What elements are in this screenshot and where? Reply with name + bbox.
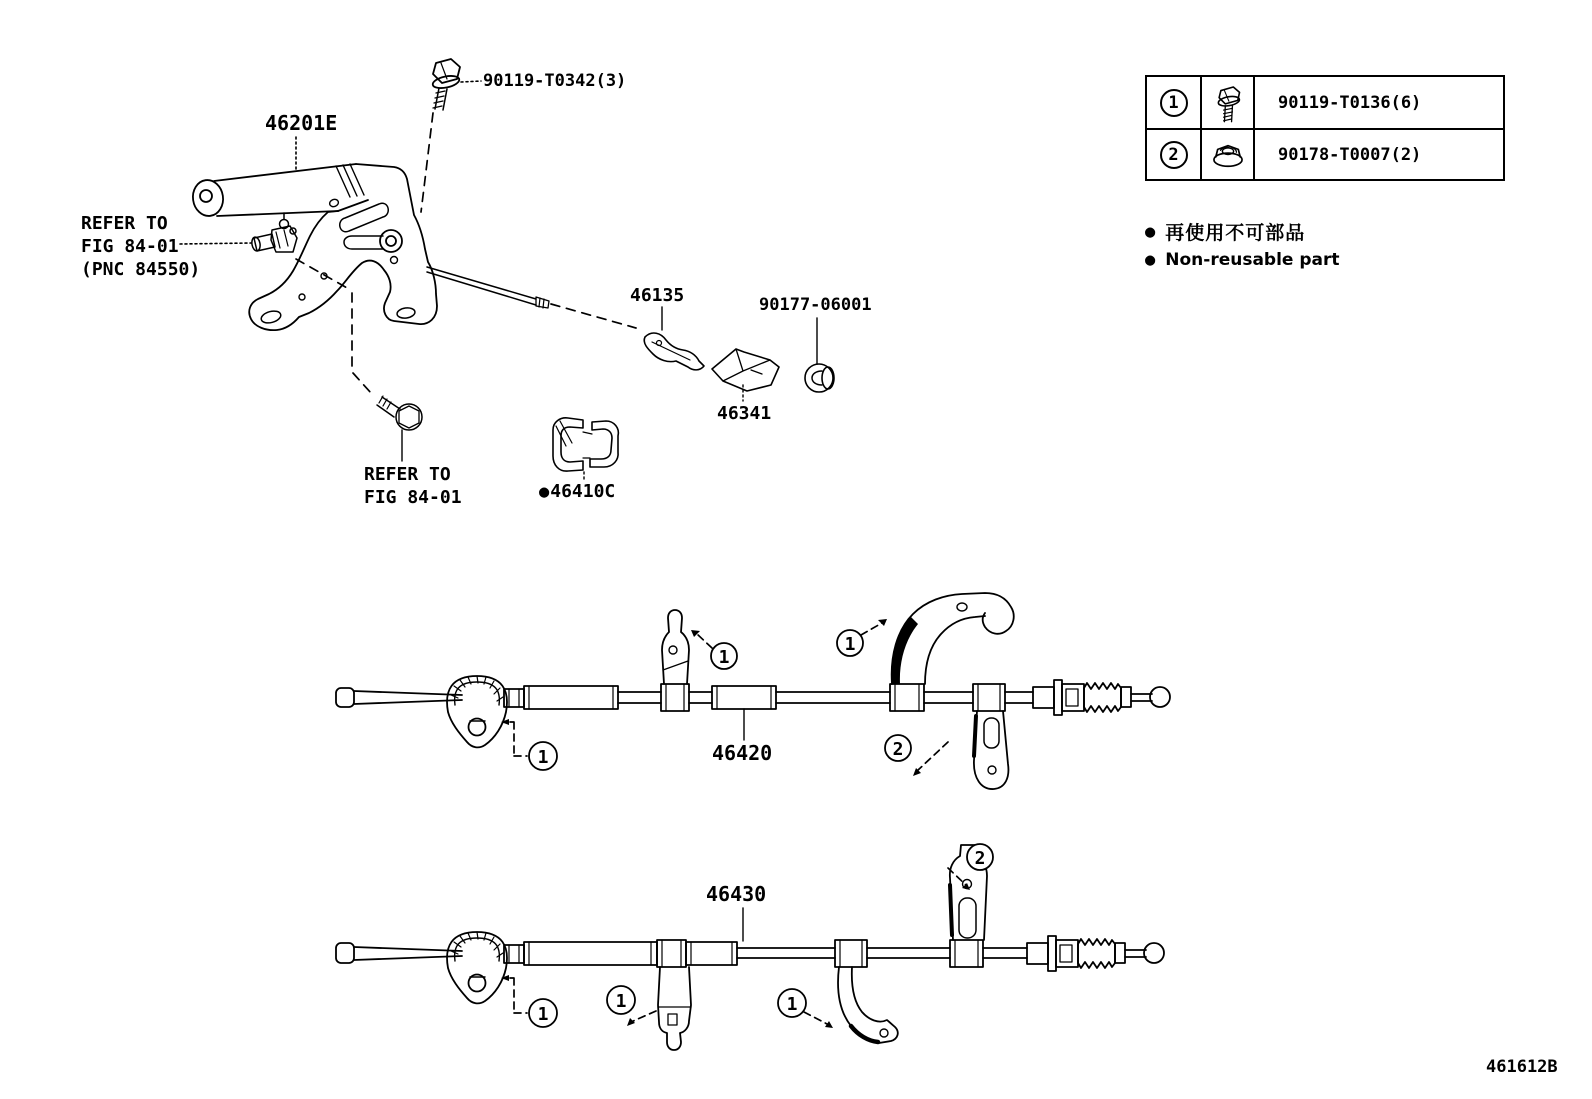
part-label-46410C-text: 46410C <box>550 481 616 502</box>
flange-bolt-icon <box>1202 77 1255 128</box>
callout-1: 1 <box>537 747 549 768</box>
flange-nut-icon <box>1202 130 1255 179</box>
legend-row-en <box>1145 250 1340 270</box>
part-label-46420: 46420 <box>712 741 773 765</box>
callout-2: 2 <box>974 848 986 869</box>
refer-note-bolt <box>364 463 462 509</box>
part-label-46201E: 46201E <box>265 111 338 135</box>
clip-46341-drawing <box>712 349 779 401</box>
cable-46430-drawing <box>336 845 1164 1050</box>
non-reusable-bullet-icon: ● <box>1145 250 1156 270</box>
legend-text-jp: 再使用不可部品 <box>1165 222 1306 244</box>
refer-note-line: REFER TO <box>81 213 168 234</box>
refer-note-line: (PNC 84550) <box>81 259 201 280</box>
flange-bolt-drawing <box>421 59 481 212</box>
non-reusable-legend <box>1145 218 1340 275</box>
callout-numbers <box>538 634 986 1025</box>
non-reusable-bullet-icon: ● <box>539 481 550 502</box>
figure-code: 461612B <box>1486 1057 1558 1077</box>
fastener-table <box>1145 75 1505 181</box>
parking-brake-lever-drawing <box>191 137 636 393</box>
callout-2-badge: 2 <box>1160 141 1188 169</box>
fastener-part-number: 90119-T0136(6) <box>1278 92 1422 113</box>
refer-note-line: FIG 84-01 <box>364 487 462 508</box>
part-label-90119-T0342: 90119-T0342(3) <box>483 71 627 91</box>
callout-1: 1 <box>844 634 856 655</box>
fastener-row-number-cell <box>1147 77 1202 128</box>
callout-1: 1 <box>786 994 798 1015</box>
refer-note-line: REFER TO <box>364 464 451 485</box>
legend-text-en: Non-reusable part <box>1165 250 1340 270</box>
part-label-46410C <box>539 481 615 502</box>
lever-plate-46135-drawing <box>644 307 704 370</box>
clamp-46410c-drawing <box>553 418 618 480</box>
callout-1: 1 <box>718 647 730 668</box>
part-label-46135: 46135 <box>630 285 685 306</box>
part-label-90177-06001: 90177-06001 <box>759 295 872 315</box>
non-reusable-bullet-icon: ● <box>1145 221 1156 242</box>
refer-note-equalizer <box>81 212 200 281</box>
callout-1: 1 <box>615 991 627 1012</box>
callout-1: 1 <box>537 1004 549 1025</box>
fastener-part-number: 90178-T0007(2) <box>1278 144 1422 165</box>
legend-row-jp <box>1145 218 1340 245</box>
callout-2: 2 <box>892 739 904 760</box>
part-label-46430: 46430 <box>706 882 767 906</box>
part-label-46341: 46341 <box>717 403 772 424</box>
nut-90177-drawing <box>805 318 834 392</box>
bolt-ref-drawing <box>377 396 422 461</box>
refer-note-line: FIG 84-01 <box>81 236 179 257</box>
fastener-row-number-cell <box>1147 130 1202 179</box>
callout-1-badge: 1 <box>1160 89 1188 117</box>
fastener-table-row <box>1147 128 1503 179</box>
fastener-table-row <box>1147 77 1503 128</box>
